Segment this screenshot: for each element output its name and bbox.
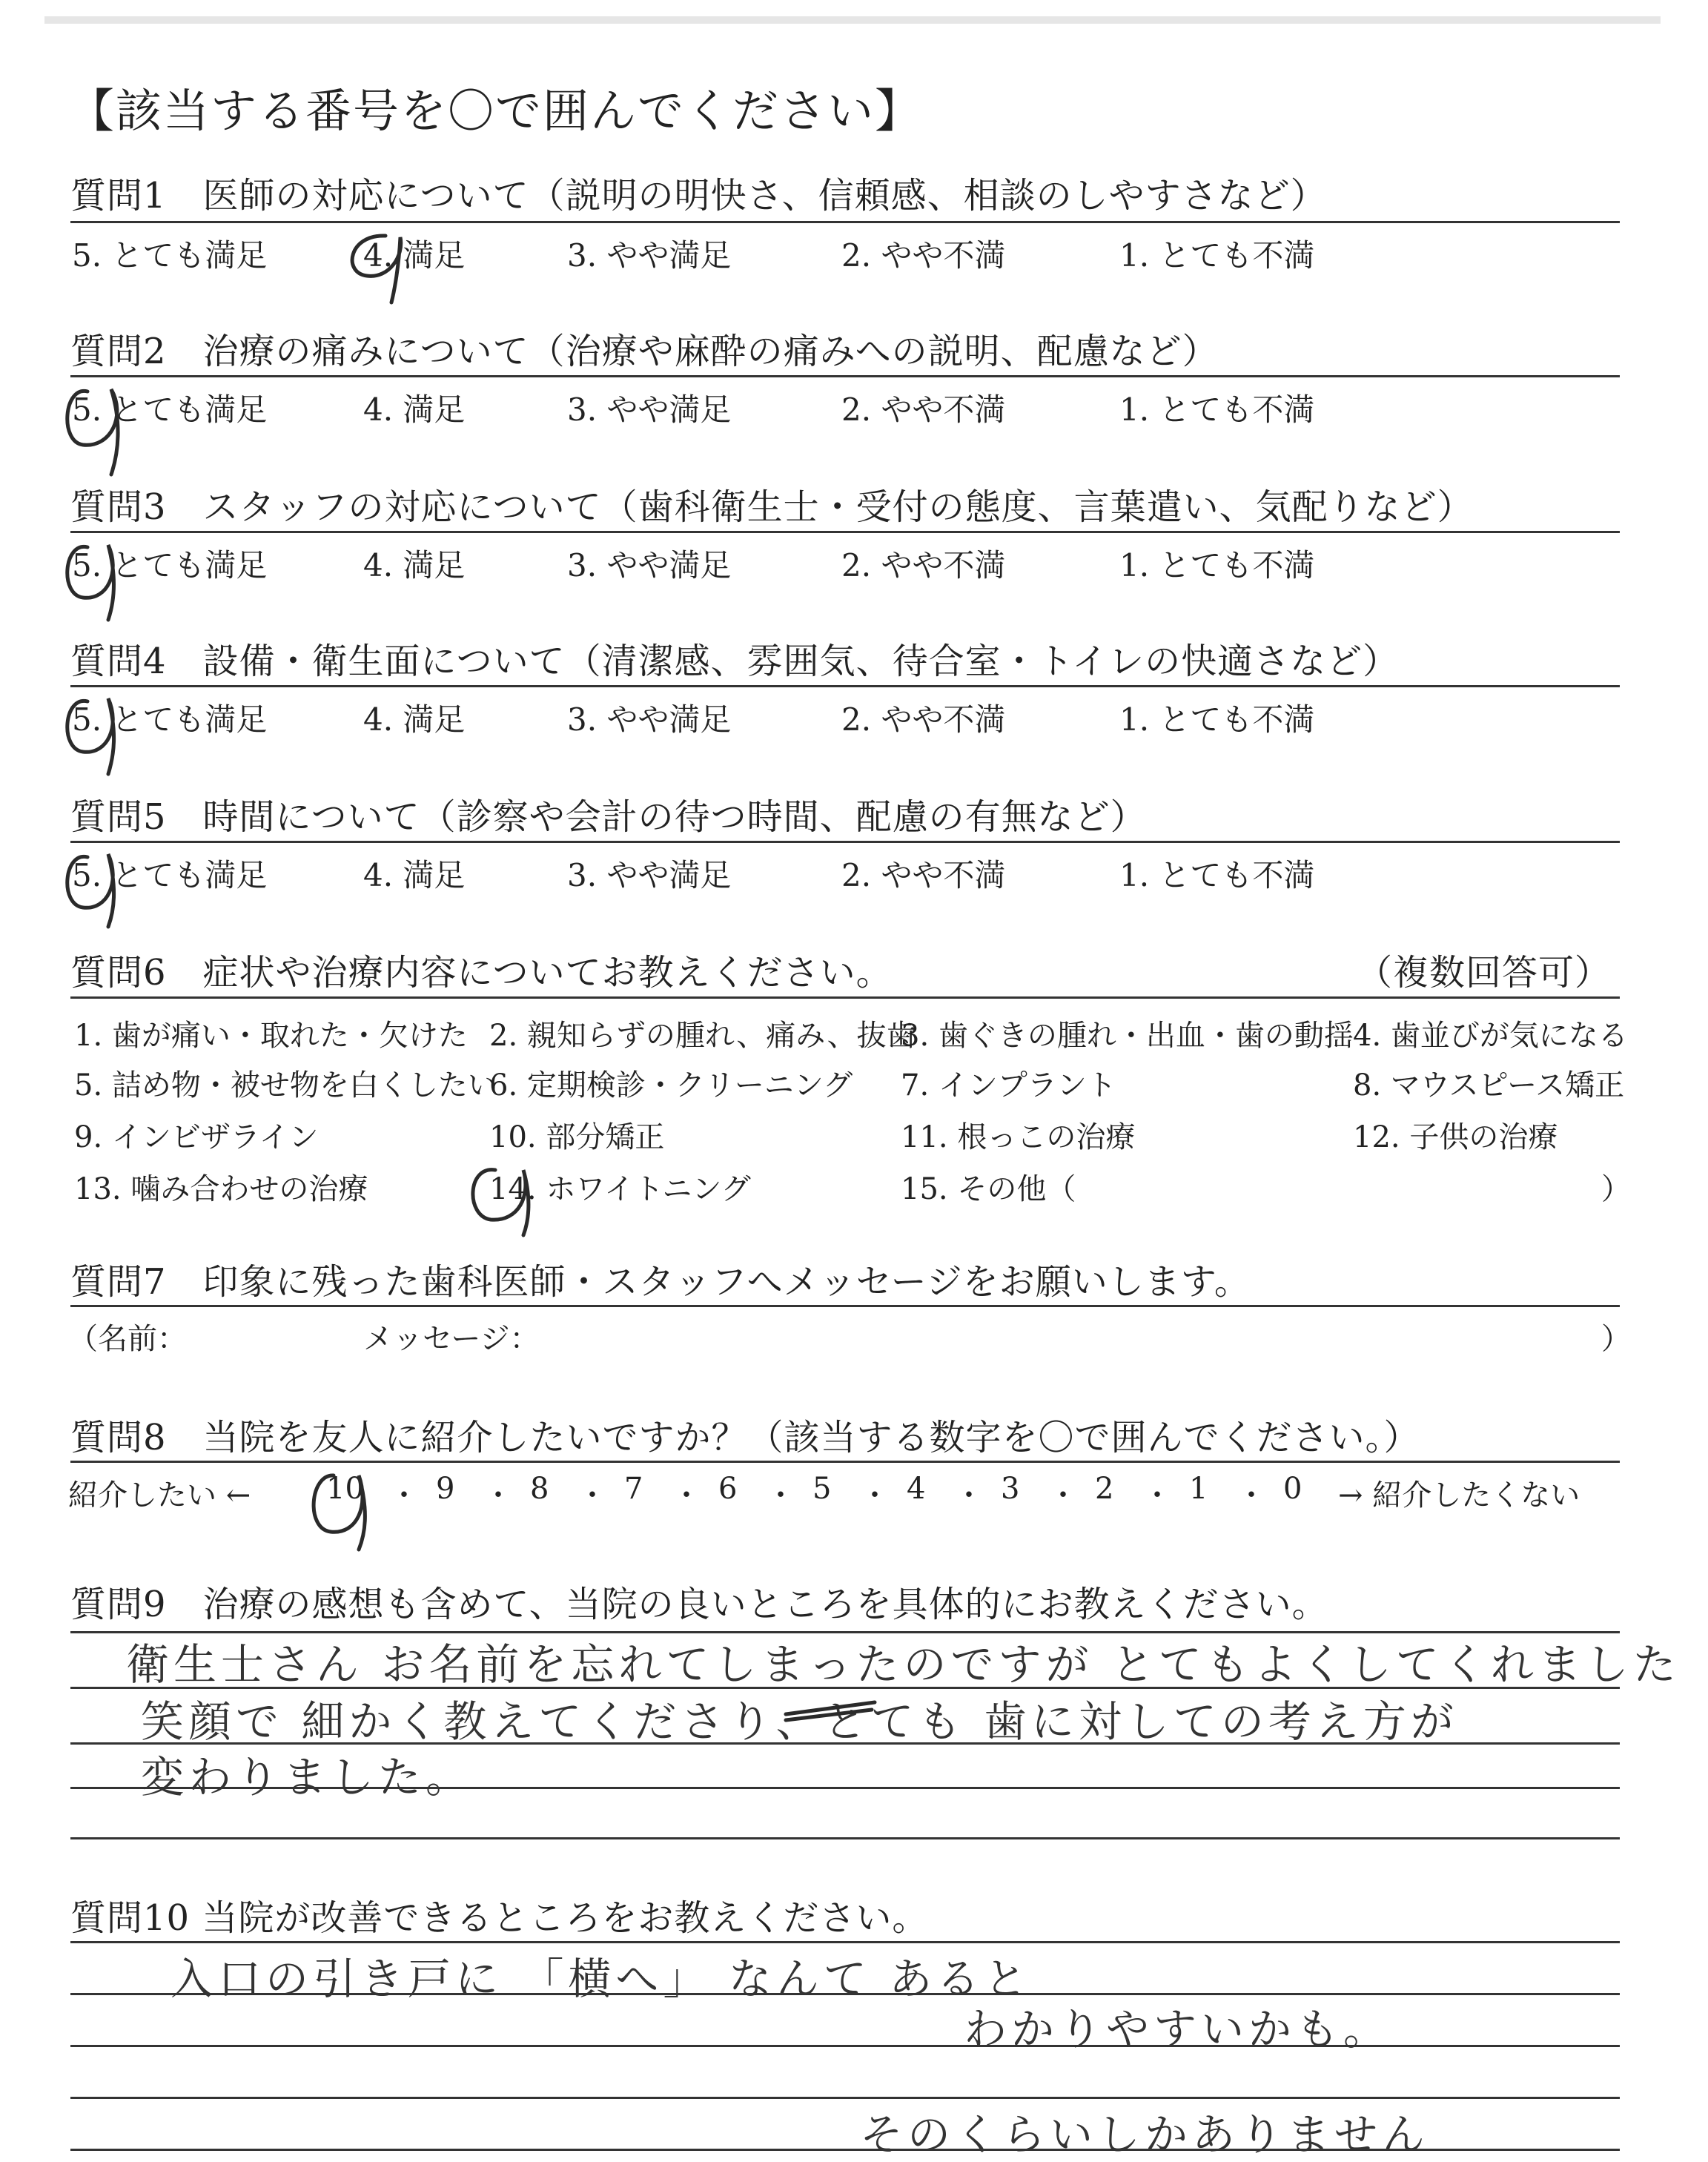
q5-option-4[interactable]: 4. 満足 xyxy=(363,857,466,893)
q6-item-3[interactable]: 3. 歯ぐきの腫れ・出血・歯の動揺 xyxy=(901,1019,1354,1053)
q9-answer-line-3: 変わりました。 xyxy=(141,1752,474,1802)
q9-rule-5 xyxy=(70,1837,1620,1839)
q8-scale-8[interactable]: 8 xyxy=(530,1472,549,1506)
q2-rule xyxy=(70,375,1620,377)
q9-answer-line-2: 笑顔で 細かく教えてくださり、とても 歯に対しての考え方が xyxy=(141,1696,1458,1747)
q3-title: 質問3 スタッフの対応について（歯科衛生士・受付の態度、言葉遣い、気配りなど） xyxy=(70,486,1474,528)
q8-rule xyxy=(70,1461,1620,1463)
q6-item-2[interactable]: 2. 親知らずの腫れ、痛み、抜歯 xyxy=(489,1019,916,1053)
q6-item-7[interactable]: 7. インプラント xyxy=(901,1068,1116,1103)
q8-left-label: 紹介したい ← xyxy=(68,1478,251,1513)
q8-separator: ・ xyxy=(860,1478,890,1513)
q6-item-5[interactable]: 5. 詰め物・被せ物を白くしたい xyxy=(74,1068,497,1103)
q3-rule xyxy=(70,531,1620,533)
q8-separator: ・ xyxy=(1142,1478,1172,1513)
q6-item-13[interactable]: 13. 噛み合わせの治療 xyxy=(74,1172,368,1206)
q8-scale-7[interactable]: 7 xyxy=(624,1472,643,1506)
q9-answer-line-1: 衛生士さん お名前を忘れてしまったのですが とてもよくしてくれました xyxy=(126,1639,1681,1690)
q2-option-3[interactable]: 3. やや満足 xyxy=(567,391,732,428)
q8-scale-4[interactable]: 4 xyxy=(907,1472,926,1506)
q8-separator: ・ xyxy=(389,1478,419,1513)
q6-item-15-close: ） xyxy=(1601,1172,1631,1206)
q8-separator: ・ xyxy=(483,1478,513,1513)
q1-option-3[interactable]: 3. やや満足 xyxy=(567,237,732,274)
q6-item-1[interactable]: 1. 歯が痛い・取れた・欠けた xyxy=(74,1019,468,1053)
q6-item-14[interactable]: 14. ホワイトニング xyxy=(489,1172,751,1206)
q8-scale-2[interactable]: 2 xyxy=(1095,1472,1114,1506)
q1-option-5[interactable]: 5. とても満足 xyxy=(72,237,268,274)
q6-item-4[interactable]: 4. 歯並びが気になる xyxy=(1353,1019,1628,1053)
q8-scale-9[interactable]: 9 xyxy=(436,1472,455,1506)
q7-rule xyxy=(70,1305,1620,1307)
q5-title: 質問5 時間について（診察や会計の待つ時間、配慮の有無など） xyxy=(70,796,1147,838)
q5-option-1[interactable]: 1. とても不満 xyxy=(1119,857,1315,893)
q5-rule xyxy=(70,841,1620,843)
q6-note: （複数回答可） xyxy=(1357,952,1612,994)
q9-title: 質問9 治療の感想も含めて、当院の良いところを具体的にお教えください。 xyxy=(70,1584,1328,1625)
q8-scale-1[interactable]: 1 xyxy=(1189,1472,1208,1506)
q3-option-4[interactable]: 4. 満足 xyxy=(363,547,466,584)
q2-option-1[interactable]: 1. とても不満 xyxy=(1119,391,1315,428)
q4-option-4[interactable]: 4. 満足 xyxy=(363,701,466,738)
q2-title: 質問2 治療の痛みについて（治療や麻酔の痛みへの説明、配慮など） xyxy=(70,331,1219,372)
q1-option-1[interactable]: 1. とても不満 xyxy=(1119,237,1315,274)
q4-option-5[interactable]: 5. とても満足 xyxy=(72,701,268,738)
q6-item-11[interactable]: 11. 根っこの治療 xyxy=(901,1120,1136,1154)
q7-name-label: （名前： xyxy=(68,1322,187,1356)
q5-option-2[interactable]: 2. やや不満 xyxy=(841,857,1006,893)
q4-title: 質問4 設備・衛生面について（清潔感、雰囲気、待合室・トイレの快適さなど） xyxy=(70,641,1400,682)
q10-rule-4 xyxy=(70,2097,1620,2099)
q8-scale-3[interactable]: 3 xyxy=(1001,1472,1020,1506)
q8-separator: ・ xyxy=(766,1478,795,1513)
q6-item-8[interactable]: 8. マウスピース矯正 xyxy=(1353,1068,1625,1103)
q3-option-3[interactable]: 3. やや満足 xyxy=(567,547,732,584)
q1-title: 質問1 医師の対応について（説明の明快さ、信頼感、相談のしやすさなど） xyxy=(70,175,1327,216)
q8-scale-0[interactable]: 0 xyxy=(1283,1472,1302,1506)
q10-rule-1 xyxy=(70,1941,1620,1943)
q4-option-2[interactable]: 2. やや不満 xyxy=(841,701,1006,738)
q10-answer-line-1: 入口の引き戸に 「横へ」 なんて あると xyxy=(171,1954,1032,2004)
q6-title: 質問6 症状や治療内容についてお教えください。 xyxy=(70,952,893,994)
q6-item-6[interactable]: 6. 定期検診・クリーニング xyxy=(489,1068,853,1103)
q2-option-5[interactable]: 5. とても満足 xyxy=(72,391,268,428)
q8-separator: ・ xyxy=(1048,1478,1078,1513)
q3-option-2[interactable]: 2. やや不満 xyxy=(841,547,1006,584)
q4-rule xyxy=(70,685,1620,687)
scan-top-edge xyxy=(44,16,1661,24)
q10-title: 質問10 当院が改善できるところをお教えください。 xyxy=(70,1897,929,1939)
q5-option-5[interactable]: 5. とても満足 xyxy=(72,857,268,893)
q6-rule xyxy=(70,996,1620,999)
q3-option-1[interactable]: 1. とても不満 xyxy=(1119,547,1315,584)
q6-item-12[interactable]: 12. 子供の治療 xyxy=(1353,1120,1558,1154)
q4-option-3[interactable]: 3. やや満足 xyxy=(567,701,732,738)
q1-option-4[interactable]: 4. 満足 xyxy=(363,237,466,274)
q6-item-10[interactable]: 10. 部分矯正 xyxy=(489,1120,665,1154)
q7-message-label: メッセージ： xyxy=(363,1322,540,1356)
q8-separator: ・ xyxy=(954,1478,984,1513)
q7-title: 質問7 印象に残った歯科医師・スタッフへメッセージをお願いします。 xyxy=(70,1261,1251,1303)
q8-separator: ・ xyxy=(1237,1478,1266,1513)
q5-option-3[interactable]: 3. やや満足 xyxy=(567,857,732,893)
q3-option-5[interactable]: 5. とても満足 xyxy=(72,547,268,584)
q10-answer-line-2: わかりやすいかも。 xyxy=(964,2004,1391,2054)
q8-scale-5[interactable]: 5 xyxy=(812,1472,832,1506)
q8-separator: ・ xyxy=(672,1478,701,1513)
q1-rule xyxy=(70,221,1620,223)
q8-right-label: → 紹介したくない xyxy=(1338,1478,1580,1513)
q2-option-4[interactable]: 4. 満足 xyxy=(363,391,466,428)
q8-title: 質問8 当院を友人に紹介したいですか？（該当する数字を〇で囲んでください。） xyxy=(70,1417,1420,1458)
q6-item-9[interactable]: 9. インビザライン xyxy=(74,1120,319,1154)
q7-close: ） xyxy=(1601,1322,1631,1356)
q10-answer-line-4: そのくらいしかありません xyxy=(860,2109,1430,2160)
q1-option-2[interactable]: 2. やや不満 xyxy=(841,237,1006,274)
q2-option-2[interactable]: 2. やや不満 xyxy=(841,391,1006,428)
q6-item-15[interactable]: 15. その他（ xyxy=(901,1172,1076,1206)
page-heading: 【該当する番号を〇で囲んでください】 xyxy=(68,84,923,138)
q8-separator: ・ xyxy=(577,1478,607,1513)
q8-scale-6[interactable]: 6 xyxy=(718,1472,738,1506)
q4-option-1[interactable]: 1. とても不満 xyxy=(1119,701,1315,738)
q8-scale-10[interactable]: 10 xyxy=(326,1472,364,1506)
